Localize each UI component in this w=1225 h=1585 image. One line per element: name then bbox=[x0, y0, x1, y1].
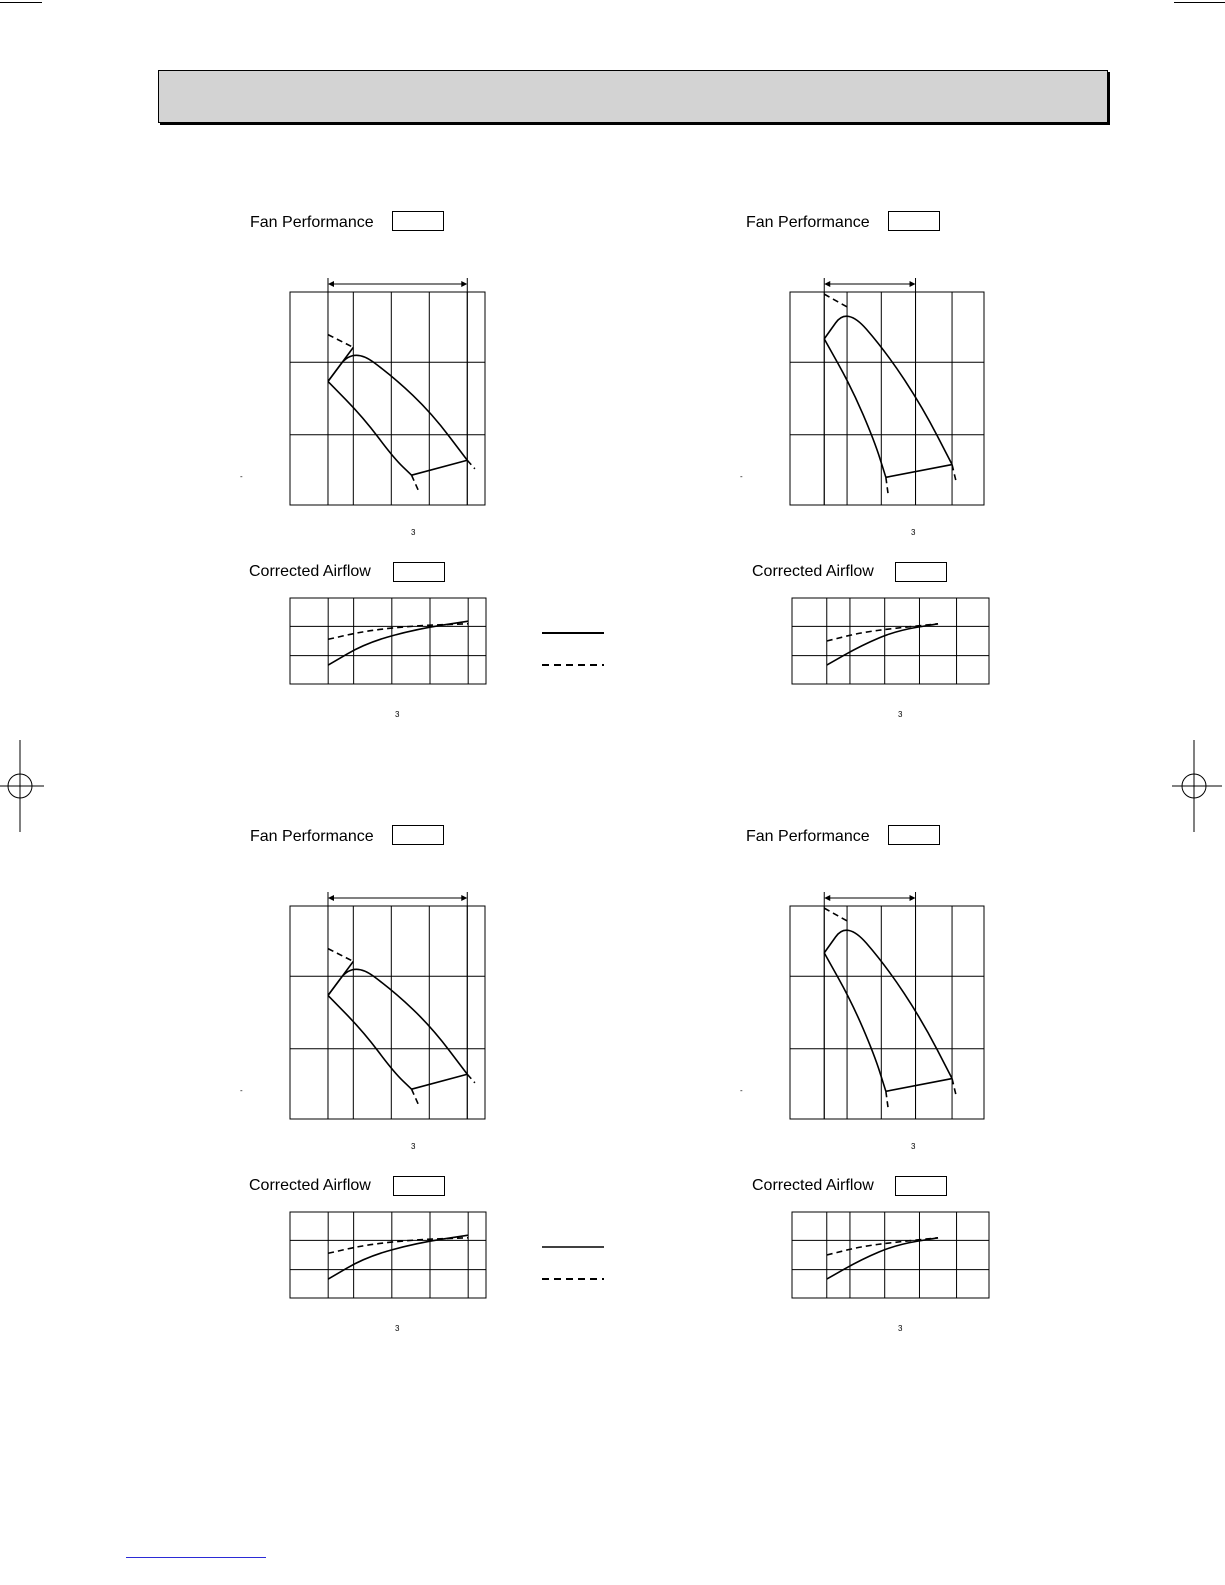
fan-performance-title: Fan Performance bbox=[250, 828, 374, 845]
crop-mark bbox=[1174, 2, 1225, 3]
solid-series-line bbox=[886, 465, 952, 478]
corrected-airflow-chart bbox=[792, 1212, 992, 1300]
range-arrowhead-left bbox=[824, 895, 830, 901]
model-label-box bbox=[392, 825, 444, 845]
unit-exponent-label: 3 bbox=[411, 528, 416, 537]
solid-series-line bbox=[328, 355, 467, 460]
fan-performance-chart bbox=[730, 270, 1000, 520]
range-arrowhead-right bbox=[461, 895, 467, 901]
corrected-airflow-title: Corrected Airflow bbox=[249, 1177, 371, 1194]
corrected-airflow-chart bbox=[290, 598, 490, 686]
solid-series-line bbox=[824, 930, 952, 1078]
dashed-series-line bbox=[412, 475, 420, 492]
dashed-series-line bbox=[328, 335, 353, 348]
axis-tick-mark: - bbox=[740, 1086, 743, 1095]
solid-series-line bbox=[827, 624, 938, 665]
model-label-box bbox=[888, 825, 940, 845]
corrected-airflow-chart bbox=[290, 1212, 490, 1300]
fan-performance-chart bbox=[230, 270, 500, 520]
solid-series-line bbox=[827, 1238, 938, 1279]
corrected-airflow-title: Corrected Airflow bbox=[752, 563, 874, 580]
dashed-series-line bbox=[328, 949, 353, 962]
dashed-series-line bbox=[886, 1091, 888, 1108]
model-label-box bbox=[888, 211, 940, 231]
solid-series-line bbox=[328, 969, 467, 1074]
solid-series-line bbox=[886, 1079, 952, 1092]
axis-tick-mark: - bbox=[740, 472, 743, 481]
unit-exponent-label: 3 bbox=[898, 1324, 903, 1333]
solid-series-line bbox=[412, 460, 468, 475]
model-label-box bbox=[392, 211, 444, 231]
unit-exponent-label: 3 bbox=[411, 1142, 416, 1151]
fan-performance-chart bbox=[730, 884, 1000, 1134]
corrected-airflow-title: Corrected Airflow bbox=[752, 1177, 874, 1194]
unit-exponent-label: 3 bbox=[911, 528, 916, 537]
unit-exponent-label: 3 bbox=[898, 710, 903, 719]
solid-series-line bbox=[328, 961, 353, 995]
plot-frame bbox=[290, 1212, 486, 1298]
model-label-box bbox=[895, 1176, 947, 1196]
plot-frame bbox=[290, 906, 485, 1119]
solid-series-line bbox=[328, 347, 353, 381]
model-label-box bbox=[393, 1176, 445, 1196]
solid-series-line bbox=[328, 995, 412, 1089]
legend-dashed-line bbox=[542, 1272, 606, 1286]
dashed-series-line bbox=[952, 1079, 957, 1098]
solid-series-line bbox=[824, 316, 952, 464]
corrected-airflow-title: Corrected Airflow bbox=[249, 563, 371, 580]
plot-frame bbox=[792, 1212, 989, 1298]
plot-frame bbox=[290, 292, 485, 505]
fan-performance-title: Fan Performance bbox=[746, 214, 870, 231]
legend-solid-line bbox=[542, 626, 606, 640]
fan-performance-chart bbox=[230, 884, 500, 1134]
legend-solid-line bbox=[542, 1240, 606, 1254]
range-arrowhead-right bbox=[910, 895, 916, 901]
plot-frame bbox=[790, 906, 984, 1119]
unit-exponent-label: 3 bbox=[911, 1142, 916, 1151]
solid-series-line bbox=[412, 1074, 468, 1089]
plot-frame bbox=[290, 598, 486, 684]
corrected-airflow-chart bbox=[792, 598, 992, 686]
range-arrowhead-left bbox=[824, 281, 830, 287]
fan-performance-title: Fan Performance bbox=[250, 214, 374, 231]
dashed-series-line bbox=[467, 1074, 475, 1083]
axis-tick-mark: - bbox=[240, 1086, 243, 1095]
dashed-series-line bbox=[467, 460, 475, 469]
header-band bbox=[158, 70, 1108, 123]
registration-target-left bbox=[0, 740, 44, 832]
plot-frame bbox=[792, 598, 989, 684]
dashed-series-line bbox=[824, 908, 847, 921]
unit-exponent-label: 3 bbox=[395, 710, 400, 719]
crop-mark bbox=[0, 2, 42, 3]
fan-performance-title: Fan Performance bbox=[746, 828, 870, 845]
range-arrowhead-right bbox=[910, 281, 916, 287]
unit-exponent-label: 3 bbox=[395, 1324, 400, 1333]
dashed-series-line bbox=[412, 1089, 420, 1106]
solid-series-line bbox=[824, 953, 886, 1091]
footer-link-underline[interactable] bbox=[126, 1557, 266, 1558]
dashed-series-line bbox=[886, 477, 888, 494]
registration-target-right bbox=[1172, 740, 1222, 832]
dashed-series-line bbox=[952, 465, 957, 484]
range-arrowhead-right bbox=[461, 281, 467, 287]
dashed-series-line bbox=[824, 294, 847, 307]
solid-series-line bbox=[824, 339, 886, 477]
plot-frame bbox=[790, 292, 984, 505]
range-arrowhead-left bbox=[328, 281, 334, 287]
legend-dashed-line bbox=[542, 658, 606, 672]
model-label-box bbox=[393, 562, 445, 582]
solid-series-line bbox=[328, 381, 412, 475]
range-arrowhead-left bbox=[328, 895, 334, 901]
axis-tick-mark: - bbox=[240, 472, 243, 481]
model-label-box bbox=[895, 562, 947, 582]
